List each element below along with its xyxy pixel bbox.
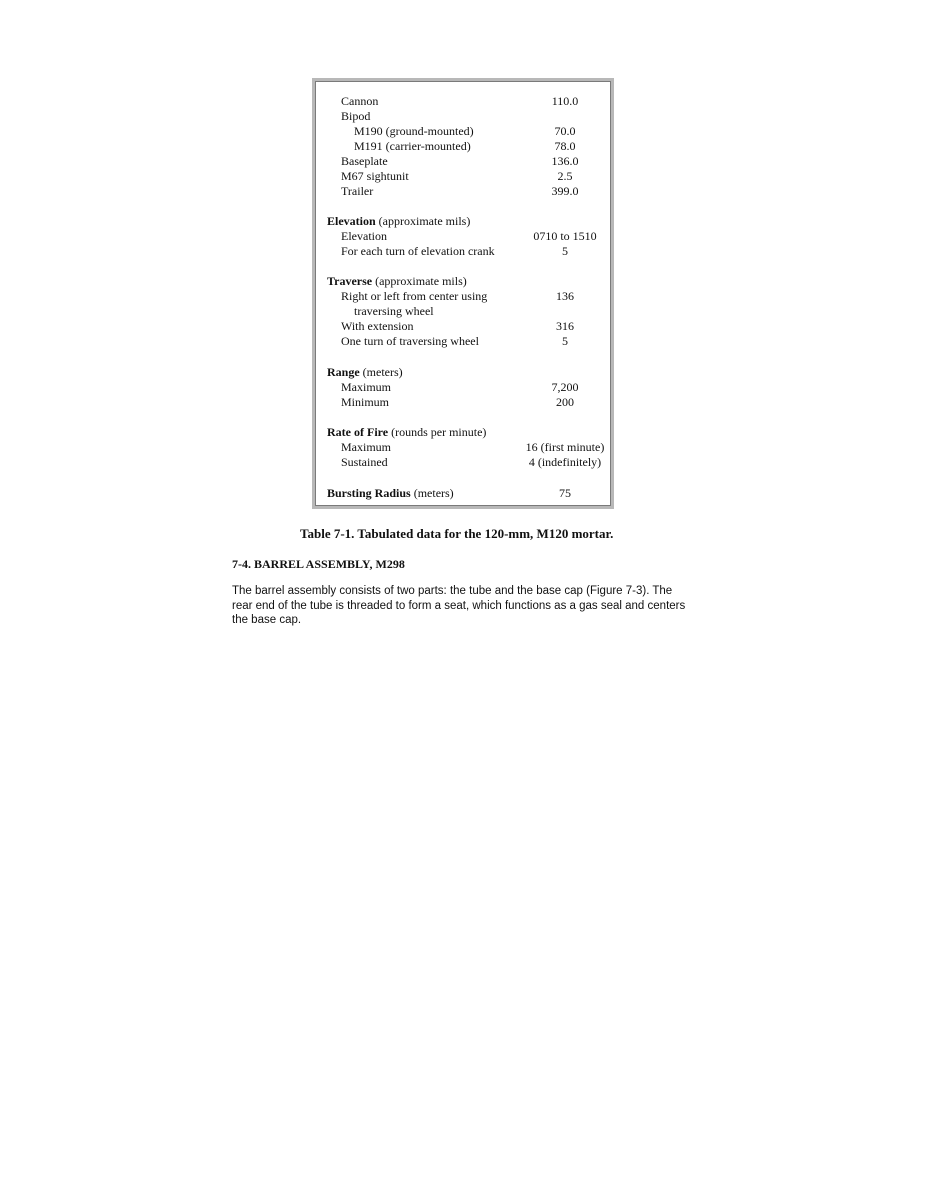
table-row-m67-sightunit [315, 169, 617, 184]
table-row-baseplate [315, 154, 617, 169]
row-label: Elevation [341, 229, 387, 243]
heading-unit: (meters) [410, 486, 454, 500]
row-value: 5 [562, 244, 568, 258]
row-value: 316 [556, 319, 574, 333]
heading-unit: (approximate mils) [375, 214, 471, 228]
row-label: Right or left from center using [341, 289, 488, 303]
table-heading-rate-of-fire [315, 425, 617, 440]
row-value: 136 [556, 289, 574, 303]
row-value: 0710 to 1510 [533, 229, 597, 243]
tabulated-data-table [312, 78, 614, 509]
section-heading: 7-4. BARREL ASSEMBLY, M298 [232, 557, 405, 571]
heading-unit: (meters) [359, 365, 403, 379]
row-value: 75 [559, 486, 571, 500]
table-row-with-extension [315, 319, 617, 334]
paragraph-line: The barrel assembly consists of two parts: the tube and the base cap (Figure 7-3). The [232, 585, 673, 597]
row-label: Baseplate [341, 154, 388, 168]
paragraph-line: rear end of the tube is threaded to form a seat, which functions as a gas seal and centers [232, 599, 686, 612]
row-label: traversing wheel [354, 304, 434, 318]
table-heading-traverse [315, 274, 617, 289]
heading-label [327, 425, 486, 440]
row-label: Cannon [341, 94, 379, 108]
table-row-range-maximum [315, 380, 617, 395]
row-value: 4 (indefinitely) [528, 455, 602, 469]
paragraph-line: the base cap. [232, 614, 302, 626]
row-value: 16 (first minute) [525, 440, 605, 454]
table-row-cannon [315, 94, 617, 109]
row-label: With extension [341, 319, 414, 333]
row-value: 5 [562, 334, 568, 348]
table-row-m191 [315, 139, 617, 154]
row-label: For each turn of elevation crank [341, 244, 495, 258]
row-label: Minimum [341, 395, 390, 409]
row-label: Trailer [341, 184, 374, 198]
table-row-range-minimum [315, 395, 617, 410]
table-row-trailer [315, 184, 617, 199]
table-row-m190 [315, 124, 617, 139]
heading-label [327, 365, 403, 380]
row-label: Maximum [341, 380, 391, 394]
heading-bold: Traverse [327, 274, 373, 288]
table-row-bursting-radius [315, 486, 617, 501]
row-value: 399.0 [551, 184, 579, 198]
heading-label [327, 486, 454, 501]
row-value: 78.0 [554, 139, 576, 153]
row-label: One turn of traversing wheel [341, 334, 479, 348]
row-label: M190 (ground-mounted) [354, 124, 474, 138]
heading-bold: Rate of Fire [327, 425, 389, 439]
row-label: M67 sightunit [341, 169, 409, 183]
body-paragraph [232, 584, 702, 628]
row-value: 7,200 [551, 380, 579, 394]
row-label: Sustained [341, 455, 388, 469]
heading-label [327, 214, 470, 229]
table-row-traversing-wheel-turn [315, 334, 617, 349]
table-row-rate-sustained [315, 455, 617, 470]
heading-bold: Elevation [327, 214, 376, 228]
row-value: 200 [556, 395, 574, 409]
row-value: 136.0 [551, 154, 579, 168]
table-caption: Table 7-1. Tabulated data for the 120-mm, M120 mortar. [300, 526, 614, 541]
row-value: 2.5 [557, 169, 573, 183]
row-label: M191 (carrier-mounted) [354, 139, 471, 153]
table-row-elevation-crank [315, 244, 617, 259]
heading-unit: (rounds per minute) [388, 425, 487, 439]
heading-bold: Bursting Radius [327, 486, 411, 500]
row-value: 110.0 [551, 94, 579, 108]
table-row-traverse-center [315, 289, 617, 304]
table-row-elevation [315, 229, 617, 244]
table-row-rate-maximum [315, 440, 617, 455]
row-value: 70.0 [554, 124, 576, 138]
table-heading-range [315, 365, 617, 380]
table-heading-elevation [315, 214, 617, 229]
row-label: Maximum [341, 440, 391, 454]
table-row-traverse-center-cont [315, 304, 617, 319]
row-label: Bipod [341, 109, 371, 123]
heading-label [327, 274, 467, 289]
heading-bold: Range [327, 365, 360, 379]
table-row-bipod [315, 109, 617, 124]
heading-unit: (approximate mils) [372, 274, 467, 288]
